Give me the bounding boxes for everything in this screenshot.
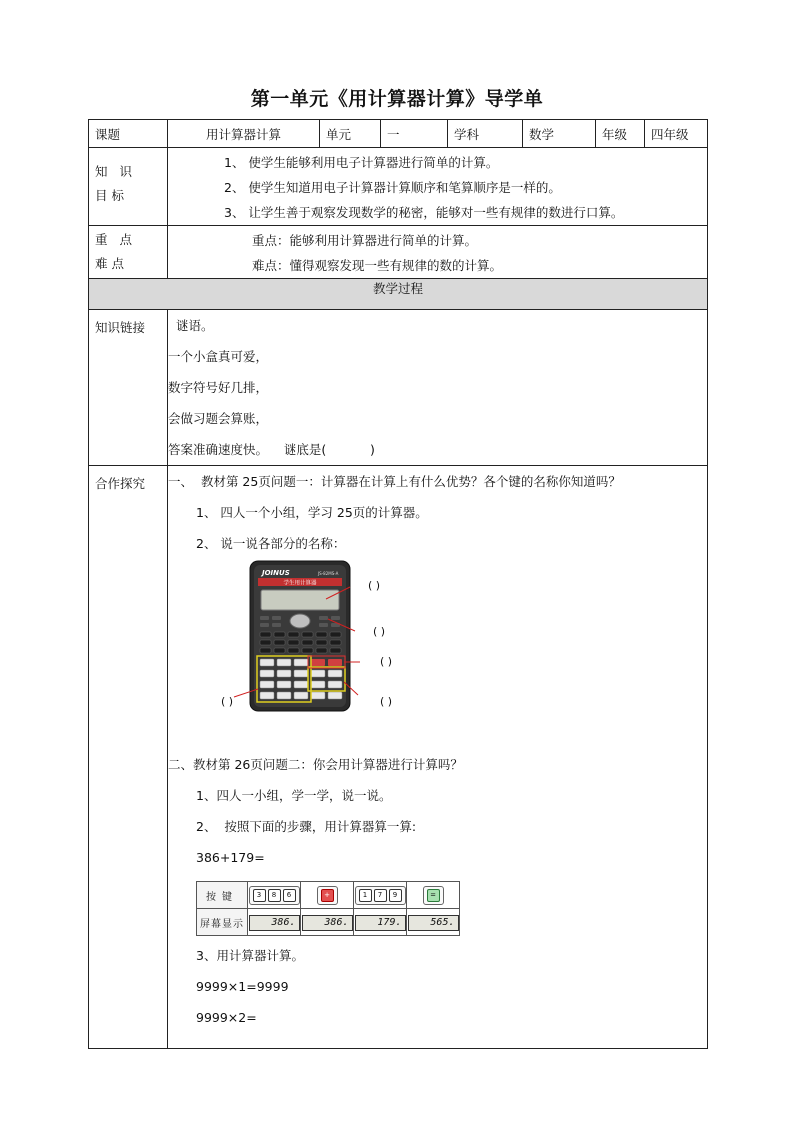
screen-display: 179.: [355, 915, 406, 931]
display-cell: [407, 909, 460, 936]
keypoints-label: [89, 226, 168, 279]
goals-row: [89, 148, 708, 226]
part-label-blank: ( ): [368, 579, 381, 592]
keys-cell: [354, 882, 407, 909]
riddle-content: [168, 310, 708, 466]
part-label-blank: ( ): [380, 695, 393, 708]
key-button: =: [427, 889, 440, 902]
subject-value: 数学: [523, 120, 596, 148]
study-sheet-table: [88, 119, 708, 1049]
process-header: 教学过程: [89, 279, 708, 310]
question-3: 3、用计算器计算。: [196, 948, 304, 963]
cooperation-content: [168, 466, 708, 1049]
key-group: [355, 886, 406, 905]
goal-item: 2、 使学生知道用电子计算器计算顺序和笔算顺序是一样的。: [224, 180, 561, 195]
calculator-subtitle: 学生用计算器: [283, 580, 317, 587]
key-button: 3: [253, 889, 266, 902]
calculator-model: JS-82MS-A: [318, 571, 339, 576]
q3-line: 9999×2=: [196, 1010, 257, 1025]
display-cell: [301, 909, 354, 936]
unit-value: 一: [381, 120, 448, 148]
calculator-brand: JOINUS: [262, 569, 290, 577]
keypoints-content: [168, 226, 708, 279]
process-row: [89, 279, 708, 310]
key-sequence-table: [196, 881, 460, 936]
riddle-line: 数字符号好几排，: [168, 380, 269, 395]
key-button: 1: [359, 889, 372, 902]
key-group: [249, 886, 300, 905]
riddle-line: 答案准确速度快。 谜底是( ): [168, 442, 375, 457]
knowledge-row: [89, 310, 708, 466]
riddle-line: 谜语。: [176, 318, 214, 333]
expression: 386+179=: [196, 850, 265, 865]
calculator-illustration: [188, 559, 448, 749]
keys-cell: [301, 882, 354, 909]
screen-display: 386.: [249, 915, 300, 931]
display-cell: [248, 909, 301, 936]
screen-display: 386.: [302, 915, 353, 931]
subject-label: 学科: [448, 120, 523, 148]
difficulty-text: 难点：懂得观察发现一些有规律的数的计算。: [252, 258, 503, 273]
screen-display: 565.: [408, 915, 459, 931]
q3-line: 9999×1=9999: [196, 979, 289, 994]
riddle-line: 会做习题会算账，: [168, 411, 269, 426]
topic-label: 课题: [89, 120, 168, 148]
q2-step: 1、四人一小组，学一学，说一说。: [196, 788, 392, 803]
key-group: [317, 886, 338, 905]
calculator-figure: [188, 559, 707, 749]
part-label-blank: ( ): [373, 625, 386, 638]
cooperation-label: 合作探究: [89, 466, 168, 1049]
display-row: [197, 909, 460, 936]
goal-item: 1、 使学生能够利用电子计算器进行简单的计算。: [224, 155, 499, 170]
key-button: +: [321, 889, 334, 902]
key-button: 6: [283, 889, 296, 902]
keypoints-label-line1: 重 点: [95, 232, 136, 247]
keys-cell: [407, 882, 460, 909]
question-1: 一、 教材第 25页问题一：计算器在计算上有什么优势？各个键的名称你知道吗？: [168, 474, 621, 489]
grade-label: 年级: [596, 120, 645, 148]
unit-label: 单元: [320, 120, 381, 148]
goals-label-line1: 知 识: [95, 164, 136, 179]
part-label-blank: ( ): [380, 655, 393, 668]
knowledge-label: 知识链接: [89, 310, 168, 466]
q1-step: 1、 四人一个小组，学习 25页的计算器。: [196, 505, 428, 520]
keys-row: [197, 882, 460, 909]
key-group: [423, 886, 444, 905]
grade-value: 四年级: [645, 120, 708, 148]
key-point-text: 重点：能够利用计算器进行简单的计算。: [252, 233, 478, 248]
keys-cell: [248, 882, 301, 909]
key-button: 9: [389, 889, 402, 902]
keypoints-label-line2: 难点: [95, 256, 129, 271]
page-title: 第一单元《用计算器计算》导学单: [250, 88, 544, 110]
display-cell: [354, 909, 407, 936]
goals-label-line2: 目标: [95, 188, 129, 203]
goals-content: [168, 148, 708, 226]
q1-step: 2、 说一说各部分的名称：: [196, 536, 346, 551]
q2-step: 2、 按照下面的步骤，用计算器算一算:: [196, 819, 417, 834]
header-row: [89, 120, 708, 148]
goal-item: 3、 让学生善于观察发现数学的秘密，能够对一些有规律的数进行口算。: [224, 205, 624, 220]
cooperation-row: [89, 466, 708, 1049]
key-button: 7: [374, 889, 387, 902]
display-row-label: 屏幕显示: [197, 909, 248, 936]
riddle-line: 一个小盒真可爱，: [168, 349, 269, 364]
keys-row-label: 按键: [197, 882, 248, 909]
part-label-blank: ( ): [221, 695, 234, 708]
keypoints-row: [89, 226, 708, 279]
key-button: 8: [268, 889, 281, 902]
question-2: 二、教材第 26页问题二：你会用计算器进行计算吗？: [168, 757, 463, 772]
topic-value: 用计算器计算: [168, 120, 320, 148]
goals-label: [89, 148, 168, 226]
